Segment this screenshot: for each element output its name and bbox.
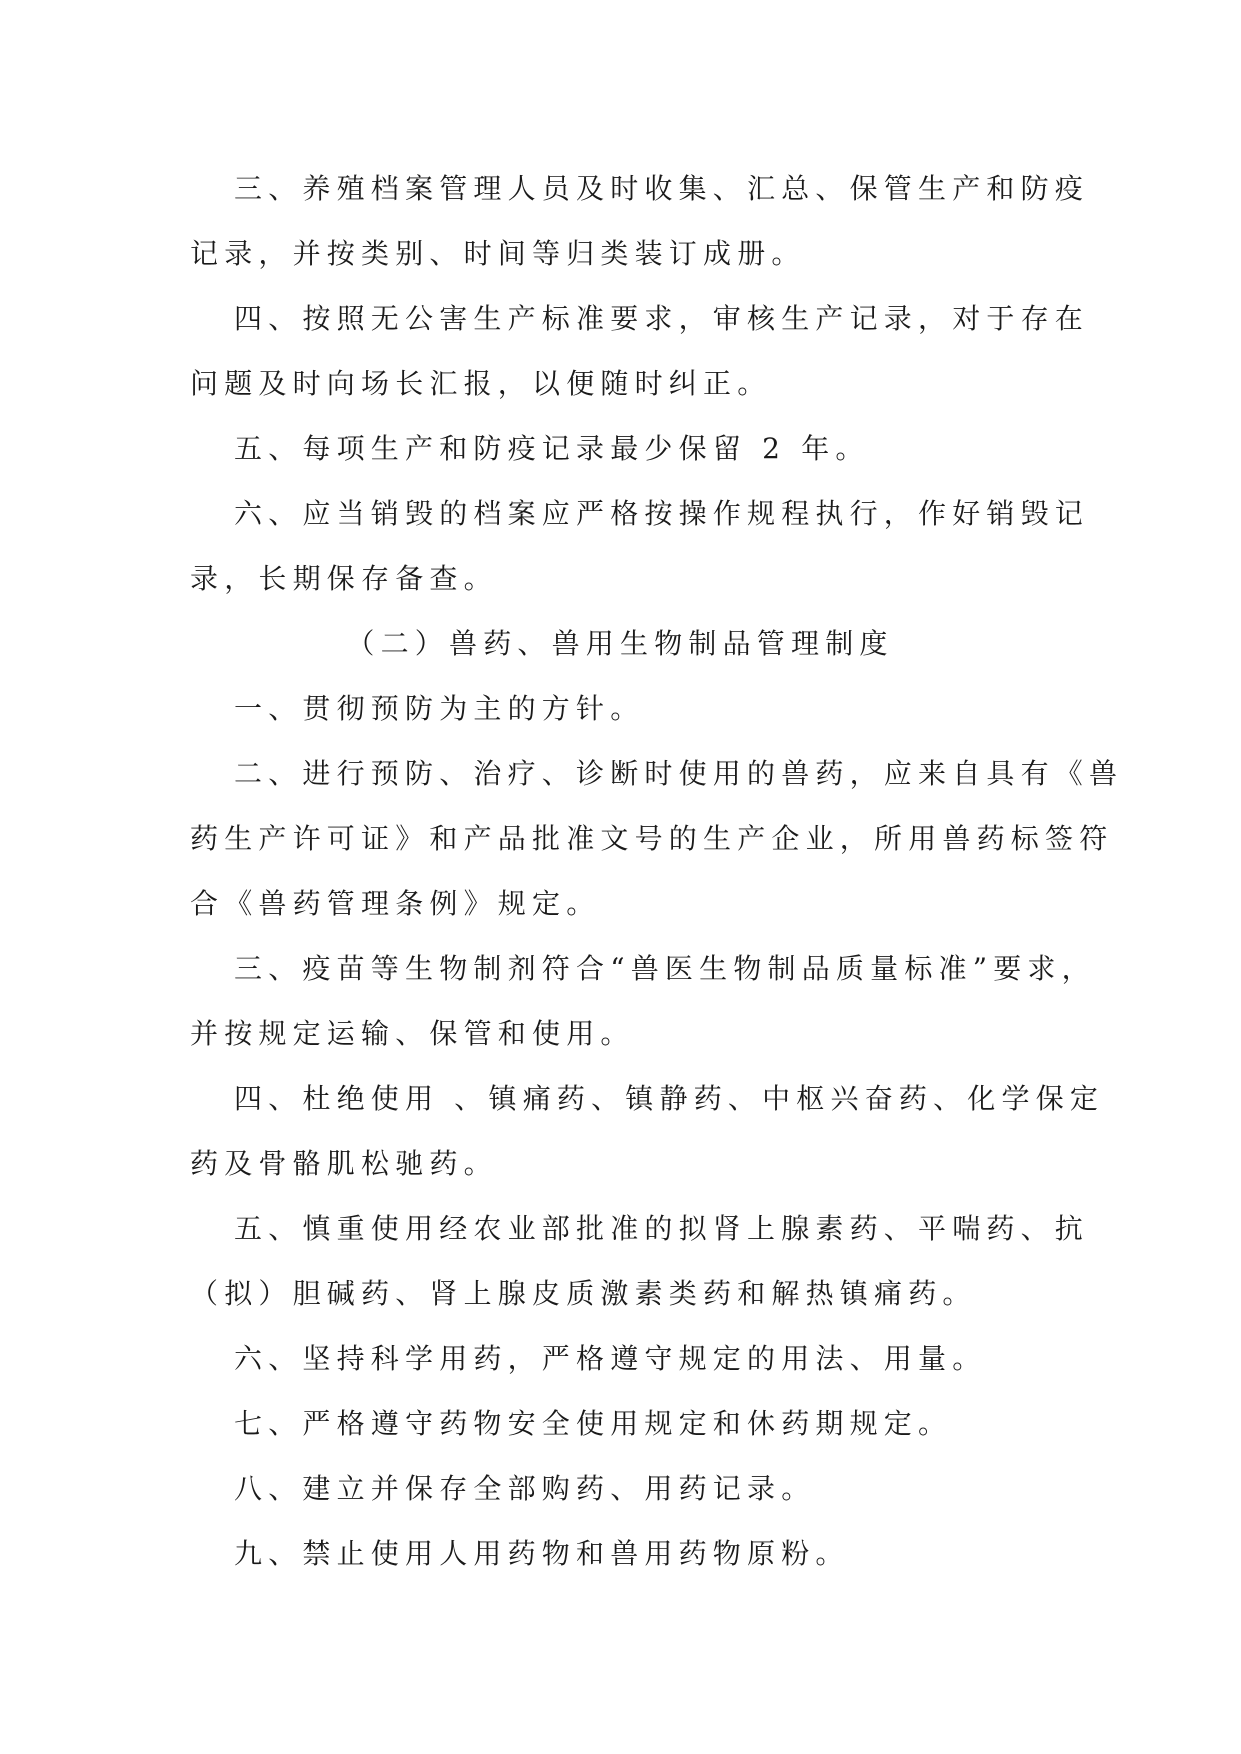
paragraph-line: 并按规定运输、保管和使用。: [190, 1017, 635, 1050]
paragraph-line: 七、严格遵守药物安全使用规定和休药期规定。: [234, 1407, 953, 1440]
paragraph-line: 合《兽药管理条例》规定。: [190, 887, 601, 920]
section-heading: （二）兽药、兽用生物制品管理制度: [346, 627, 894, 660]
paragraph-line: 药生产许可证》和产品批准文号的生产企业，所用兽药标签符: [190, 822, 1114, 855]
paragraph-line: 药及骨骼肌松驰药。: [190, 1147, 498, 1180]
paragraph-line: 录，长期保存备查。: [190, 562, 498, 595]
paragraph-line: 记录，并按类别、时间等归类装订成册。: [190, 237, 806, 270]
paragraph-line: 五、每项生产和防疫记录最少保留 2 年。: [234, 432, 870, 465]
paragraph-line: 三、疫苗等生物制剂符合“兽医生物制品质量标准”要求，: [234, 952, 1096, 985]
paragraph-line: 四、按照无公害生产标准要求，审核生产记录，对于存在: [234, 302, 1090, 335]
paragraph-line: 五、慎重使用经农业部批准的拟肾上腺素药、平喘药、抗: [234, 1212, 1090, 1245]
paragraph-line: 六、坚持科学用药，严格遵守规定的用法、用量。: [234, 1342, 987, 1375]
paragraph-line: 六、应当销毁的档案应严格按操作规程执行，作好销毁记: [234, 497, 1090, 530]
paragraph-line: 八、建立并保存全部购药、用药记录。: [234, 1472, 816, 1505]
paragraph-line: 九、禁止使用人用药物和兽用药物原粉。: [234, 1537, 850, 1570]
paragraph-line: 三、养殖档案管理人员及时收集、汇总、保管生产和防疫: [234, 172, 1090, 205]
paragraph-line: 一、贯彻预防为主的方针。: [234, 692, 645, 725]
document-body: [190, 156, 1124, 1586]
paragraph-line: （拟）胆碱药、肾上腺皮质激素类药和解热镇痛药。: [190, 1277, 977, 1310]
paragraph-line: 四、杜绝使用 、镇痛药、镇静药、中枢兴奋药、化学保定: [234, 1082, 1105, 1115]
paragraph-line: 二、进行预防、治疗、诊断时使用的兽药，应来自具有《兽: [234, 757, 1124, 790]
paragraph-line: 问题及时向场长汇报，以便随时纠正。: [190, 367, 772, 400]
